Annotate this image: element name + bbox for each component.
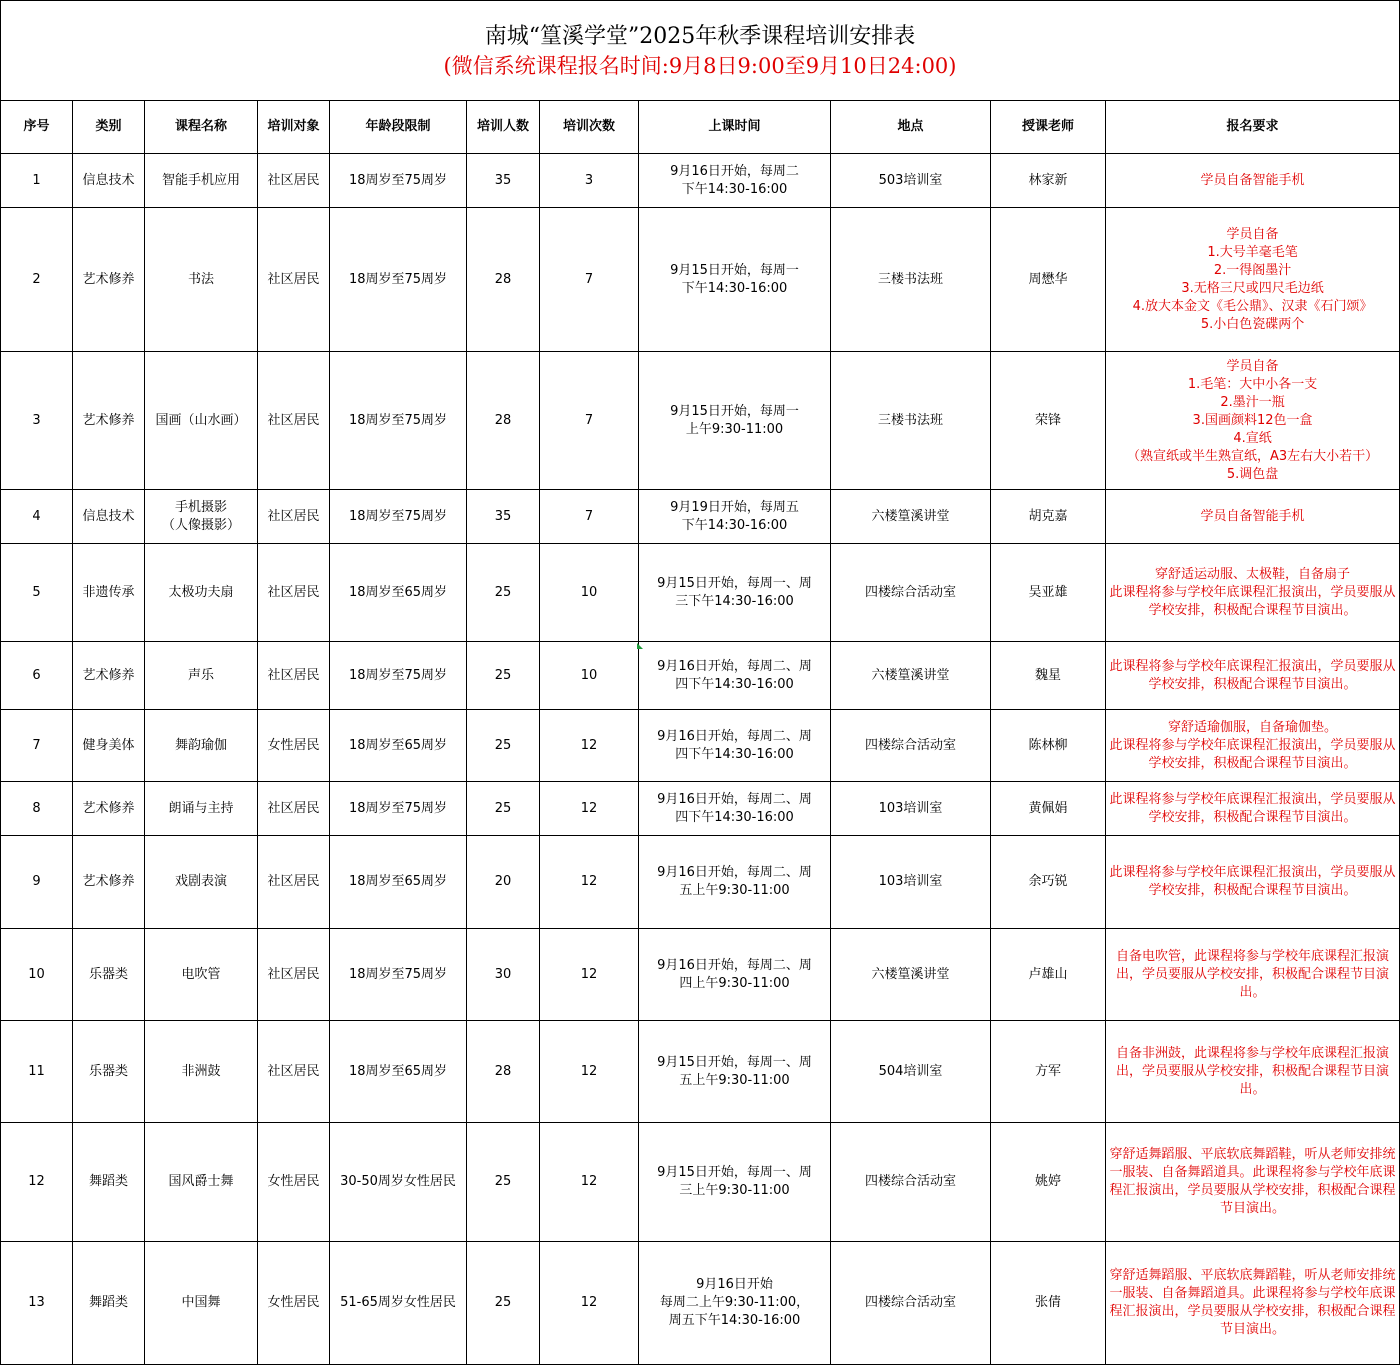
row-trainee-count: 35 (467, 154, 540, 208)
row-session-count: 7 (540, 490, 639, 544)
table-title: 南城“篁溪学堂”2025年秋季课程培训安排表 (484, 23, 916, 49)
row-teacher: 周懋华 (991, 208, 1106, 352)
row-number: 2 (1, 208, 73, 352)
row-class-time: 9月15日开始，每周一、周 三上午9:30-11:00 (639, 1123, 831, 1242)
row-category: 非遗传承 (73, 544, 145, 642)
row-age-range: 18周岁至65周岁 (330, 710, 467, 782)
row-requirements: 自备非洲鼓，此课程将参与学校年底课程汇报演出，学员要服从学校安排，积极配合课程节目演出。 (1106, 1021, 1400, 1123)
row-trainee-count: 25 (467, 544, 540, 642)
table-row (1, 1123, 1400, 1242)
row-class-time: 9月16日开始，每周二、周 四下午14:30-16:00 (639, 642, 831, 710)
row-category: 健身美体 (73, 710, 145, 782)
row-number: 5 (1, 544, 73, 642)
row-trainee-count: 25 (467, 642, 540, 710)
table-row (1, 544, 1400, 642)
row-class-time: 9月16日开始 每周二上午9:30-11:00， 周五下午14:30-16:00 (639, 1242, 831, 1365)
table-row (1, 642, 1400, 710)
header-time: 上课时间 (639, 101, 831, 154)
row-age-range: 18周岁至75周岁 (330, 352, 467, 490)
row-age-range: 18周岁至75周岁 (330, 490, 467, 544)
row-location: 四楼综合活动室 (831, 710, 991, 782)
row-trainee-count: 28 (467, 208, 540, 352)
table-row (1, 836, 1400, 929)
row-target: 社区居民 (258, 154, 330, 208)
row-teacher: 张倩 (991, 1242, 1106, 1365)
header-sessions: 培训次数 (540, 101, 639, 154)
row-target: 社区居民 (258, 642, 330, 710)
title-cell (1, 1, 1400, 101)
row-target: 女性居民 (258, 1123, 330, 1242)
row-session-count: 10 (540, 642, 639, 710)
row-class-time: 9月16日开始，每周二、周 五上午9:30-11:00 (639, 836, 831, 929)
header-teacher: 授课老师 (991, 101, 1106, 154)
row-teacher: 吴亚雄 (991, 544, 1106, 642)
row-number: 10 (1, 929, 73, 1021)
row-class-time: 9月16日开始，每周二 下午14:30-16:00 (639, 154, 831, 208)
registration-time-subtitle: (微信系统课程报名时间:9月8日9:00至9月10日24:00) (443, 53, 957, 78)
row-target: 社区居民 (258, 929, 330, 1021)
row-location: 四楼综合活动室 (831, 544, 991, 642)
row-category: 乐器类 (73, 1021, 145, 1123)
title-row (1, 1, 1400, 101)
row-target: 女性居民 (258, 710, 330, 782)
row-course-name: 书法 (145, 208, 258, 352)
row-trainee-count: 25 (467, 1123, 540, 1242)
row-class-time: 9月16日开始，每周二、周 四上午9:30-11:00 (639, 929, 831, 1021)
row-target: 社区居民 (258, 1021, 330, 1123)
header-count: 培训人数 (467, 101, 540, 154)
table-row (1, 782, 1400, 836)
row-category: 信息技术 (73, 490, 145, 544)
row-target: 社区居民 (258, 544, 330, 642)
row-session-count: 12 (540, 929, 639, 1021)
cell-comment-marker (637, 643, 643, 649)
row-session-count: 12 (540, 1021, 639, 1123)
header-no: 序号 (1, 101, 73, 154)
row-course-name: 太极功夫扇 (145, 544, 258, 642)
row-trainee-count: 30 (467, 929, 540, 1021)
row-teacher: 荣锋 (991, 352, 1106, 490)
row-requirements: 穿舒适舞蹈服、平底软底舞蹈鞋，听从老师安排统一服装、自备舞蹈道具。此课程将参与学校年底课程汇报演出，学员要服从学校安排，积极配合课程节目演出。 (1106, 1123, 1400, 1242)
row-teacher: 方军 (991, 1021, 1106, 1123)
row-location: 四楼综合活动室 (831, 1123, 991, 1242)
row-requirements: 学员自备智能手机 (1106, 154, 1400, 208)
row-trainee-count: 35 (467, 490, 540, 544)
row-teacher: 姚婷 (991, 1123, 1106, 1242)
row-teacher: 陈林柳 (991, 710, 1106, 782)
row-target: 社区居民 (258, 208, 330, 352)
row-session-count: 3 (540, 154, 639, 208)
row-course-name: 舞韵瑜伽 (145, 710, 258, 782)
table-row (1, 1242, 1400, 1365)
row-location: 504培训室 (831, 1021, 991, 1123)
row-number: 6 (1, 642, 73, 710)
row-teacher: 黄佩娟 (991, 782, 1106, 836)
row-class-time: 9月15日开始，每周一、周 三下午14:30-16:00 (639, 544, 831, 642)
row-age-range: 18周岁至75周岁 (330, 208, 467, 352)
row-trainee-count: 25 (467, 1242, 540, 1365)
row-trainee-count: 28 (467, 1021, 540, 1123)
row-age-range: 18周岁至65周岁 (330, 1021, 467, 1123)
row-requirements: 此课程将参与学校年底课程汇报演出，学员要服从学校安排，积极配合课程节目演出。 (1106, 642, 1400, 710)
row-requirements: 穿舒适舞蹈服、平底软底舞蹈鞋，听从老师安排统一服装、自备舞蹈道具。此课程将参与学校年底课程汇报演出，学员要服从学校安排，积极配合课程节目演出。 (1106, 1242, 1400, 1365)
row-course-name: 戏剧表演 (145, 836, 258, 929)
table-row (1, 1021, 1400, 1123)
table-row (1, 490, 1400, 544)
table-row (1, 208, 1400, 352)
row-location: 103培训室 (831, 782, 991, 836)
row-number: 1 (1, 154, 73, 208)
row-requirements: 自备电吹管，此课程将参与学校年底课程汇报演出，学员要服从学校安排，积极配合课程节目演出。 (1106, 929, 1400, 1021)
row-age-range: 18周岁至75周岁 (330, 154, 467, 208)
row-number: 9 (1, 836, 73, 929)
row-location: 103培训室 (831, 836, 991, 929)
row-class-time: 9月16日开始，每周二、周 四下午14:30-16:00 (639, 710, 831, 782)
row-category: 舞蹈类 (73, 1123, 145, 1242)
row-age-range: 18周岁至75周岁 (330, 929, 467, 1021)
row-category: 舞蹈类 (73, 1242, 145, 1365)
row-course-name: 电吹管 (145, 929, 258, 1021)
row-category: 艺术修养 (73, 836, 145, 929)
header-target: 培训对象 (258, 101, 330, 154)
row-session-count: 10 (540, 544, 639, 642)
row-number: 11 (1, 1021, 73, 1123)
row-teacher: 余巧锐 (991, 836, 1106, 929)
row-target: 社区居民 (258, 490, 330, 544)
row-age-range: 18周岁至75周岁 (330, 642, 467, 710)
row-trainee-count: 25 (467, 710, 540, 782)
row-trainee-count: 20 (467, 836, 540, 929)
table-row (1, 154, 1400, 208)
row-teacher: 卢雄山 (991, 929, 1106, 1021)
row-course-name: 朗诵与主持 (145, 782, 258, 836)
row-number: 12 (1, 1123, 73, 1242)
row-age-range: 51-65周岁女性居民 (330, 1242, 467, 1365)
row-class-time: 9月15日开始，每周一 上午9:30-11:00 (639, 352, 831, 490)
row-course-name: 声乐 (145, 642, 258, 710)
row-session-count: 7 (540, 352, 639, 490)
row-course-name: 非洲鼓 (145, 1021, 258, 1123)
row-category: 信息技术 (73, 154, 145, 208)
row-category: 艺术修养 (73, 782, 145, 836)
row-location: 三楼书法班 (831, 208, 991, 352)
row-course-name: 中国舞 (145, 1242, 258, 1365)
row-course-name: 国画（山水画） (145, 352, 258, 490)
table-row (1, 710, 1400, 782)
row-session-count: 7 (540, 208, 639, 352)
row-course-name: 手机摄影 （人像摄影） (145, 490, 258, 544)
row-teacher: 林家新 (991, 154, 1106, 208)
row-course-name: 国风爵士舞 (145, 1123, 258, 1242)
row-requirements: 此课程将参与学校年底课程汇报演出，学员要服从学校安排，积极配合课程节目演出。 (1106, 836, 1400, 929)
row-age-range: 18周岁至65周岁 (330, 544, 467, 642)
row-location: 六楼篁溪讲堂 (831, 490, 991, 544)
row-class-time: 9月16日开始，每周二、周 四下午14:30-16:00 (639, 782, 831, 836)
row-session-count: 12 (540, 782, 639, 836)
row-location: 六楼篁溪讲堂 (831, 929, 991, 1021)
header-age: 年龄段限制 (330, 101, 467, 154)
header-course: 课程名称 (145, 101, 258, 154)
row-location: 503培训室 (831, 154, 991, 208)
row-location: 四楼综合活动室 (831, 1242, 991, 1365)
row-requirements: 学员自备 1.毛笔：大中小各一支 2.墨汁一瓶 3.国画颜料12色一盒 4.宣纸 （熟宣纸或半生熟宣纸，A3左右大小若干） 5.调色盘 (1106, 352, 1400, 490)
header-place: 地点 (831, 101, 991, 154)
row-age-range: 18周岁至75周岁 (330, 782, 467, 836)
row-number: 8 (1, 782, 73, 836)
row-number: 13 (1, 1242, 73, 1365)
row-target: 社区居民 (258, 782, 330, 836)
row-session-count: 12 (540, 710, 639, 782)
row-session-count: 12 (540, 836, 639, 929)
header-requirements: 报名要求 (1106, 101, 1400, 154)
table-row (1, 352, 1400, 490)
header-category: 类别 (73, 101, 145, 154)
row-session-count: 12 (540, 1123, 639, 1242)
row-category: 艺术修养 (73, 642, 145, 710)
row-course-name: 智能手机应用 (145, 154, 258, 208)
row-requirements: 学员自备智能手机 (1106, 490, 1400, 544)
row-location: 六楼篁溪讲堂 (831, 642, 991, 710)
row-class-time: 9月19日开始，每周五 下午14:30-16:00 (639, 490, 831, 544)
row-trainee-count: 28 (467, 352, 540, 490)
row-target: 社区居民 (258, 352, 330, 490)
row-requirements: 穿舒适运动服、太极鞋，自备扇子 此课程将参与学校年底课程汇报演出，学员要服从学校安排，积极配合课程节目演出。 (1106, 544, 1400, 642)
row-number: 3 (1, 352, 73, 490)
row-class-time: 9月15日开始，每周一、周 五上午9:30-11:00 (639, 1021, 831, 1123)
row-age-range: 30-50周岁女性居民 (330, 1123, 467, 1242)
row-location: 三楼书法班 (831, 352, 991, 490)
row-age-range: 18周岁至65周岁 (330, 836, 467, 929)
row-class-time: 9月15日开始，每周一 下午14:30-16:00 (639, 208, 831, 352)
row-requirements: 此课程将参与学校年底课程汇报演出，学员要服从学校安排，积极配合课程节目演出。 (1106, 782, 1400, 836)
header-row (1, 101, 1400, 154)
row-teacher: 胡克嘉 (991, 490, 1106, 544)
row-session-count: 12 (540, 1242, 639, 1365)
row-category: 艺术修养 (73, 208, 145, 352)
row-number: 4 (1, 490, 73, 544)
row-requirements: 穿舒适瑜伽服，自备瑜伽垫。 此课程将参与学校年底课程汇报演出，学员要服从学校安排，积极配合课程节目演出。 (1106, 710, 1400, 782)
row-trainee-count: 25 (467, 782, 540, 836)
row-category: 艺术修养 (73, 352, 145, 490)
row-requirements: 学员自备 1.大号羊毫毛笔 2.一得阁墨汁 3.无格三尺或四尺毛边纸 4.放大本金文《毛公鼎》、汉隶《石门颂》 5.小白色瓷碟两个 (1106, 208, 1400, 352)
row-category: 乐器类 (73, 929, 145, 1021)
row-target: 女性居民 (258, 1242, 330, 1365)
table-row (1, 929, 1400, 1021)
row-teacher: 魏星 (991, 642, 1106, 710)
row-target: 社区居民 (258, 836, 330, 929)
row-number: 7 (1, 710, 73, 782)
